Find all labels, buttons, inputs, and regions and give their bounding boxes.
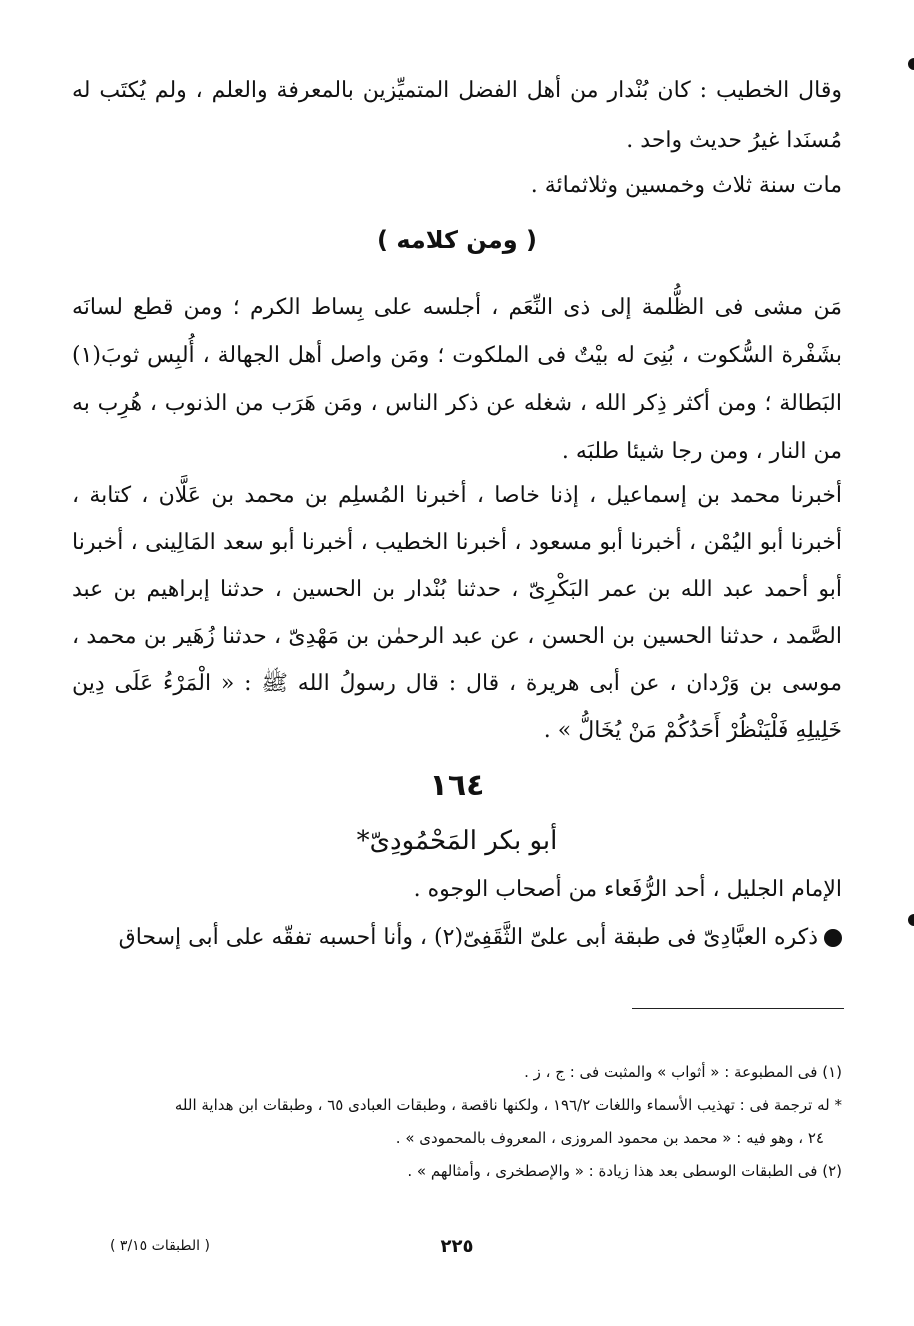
footnote-2: (٢) فى الطبقات الوسطى بعد هذا زيادة : « والإصطخرى ، وأمثالهم » . xyxy=(407,1162,842,1180)
footnote-divider xyxy=(632,1008,844,1009)
margin-mark xyxy=(908,914,914,926)
footnotes xyxy=(72,1056,842,1188)
footnote-star: * له ترجمة فى : تهذيب الأسماء واللغات ١٩٦/٢ ، ولكنها ناقصة ، وطبقات العبادى ٦٥ ، وطبقات ابن هداية الله xyxy=(174,1096,842,1114)
footnote-1: (١) فى المطبوعة : « أثواب » والمثبت فى : ج ، ز . xyxy=(524,1063,842,1081)
entry-note-text: ذكره العبَّادِىّ فى طبقة أبى علىّ الثَّقَفِىّ(٢) ، وأنا أحسبه تفقّه على أبى إسحاق xyxy=(118,925,818,950)
entry-number: ١٦٤ xyxy=(429,768,485,803)
entry-description: الإمام الجليل ، أحد الرُّفَعاء من أصحاب الوجوه . xyxy=(413,877,842,902)
section-heading: ( ومن كلامه ) xyxy=(377,226,537,254)
footnote-star-continued: ٢٤ ، وهو فيه : « محمد بن محمود المروزى ، المعروف بالمحمودى » . xyxy=(395,1129,824,1147)
margin-mark xyxy=(908,58,914,70)
entry-note xyxy=(72,916,842,960)
entry-title: أبو بكر المَحْمُودِىّ* xyxy=(356,826,558,856)
page-number: ٢٢٥ xyxy=(440,1236,474,1257)
paragraph-isnad: أخبرنا محمد بن إسماعيل ، إذنا خاصا ، أخبرنا المُسلِم بن محمد بن عَلَّان ، كتابة ، أخبرنا أبو اليُمْن ، أخبرنا أبو مسعود ، أخبرنا الخطيب ، أخبرنا أبو سعد المَالِينى ، أخبرنا أبو أحمد عبد الله بن عمر البَكْرِىّ ، حدثنا بُنْدار بن الحسين ، حدثنا إبراهيم بن عبد الصَّمد ، حدثنا الحسين بن الحسن ، عن عبد الرحمٰن بن مَهْدِىّ ، حدثنا زُهَير بن محمد ، موسى بن وَرْدان ، عن أبى هريرة ، قال : قال رسولُ الله ﷺ : « الْمَرْءُ عَلَى دِين خَلِيلِهِ فَلْيَنْظُرْ أَحَدُكُمْ مَنْ يُخَالُّ » . xyxy=(72,483,842,743)
paragraph-khatib-quote: وقال الخطيب : كان بُنْدار من أهل الفضل المتميِّزين بالمعرفة والعلم ، ولم يُكتَب له مُسنَدا غيرُ حديث واحد . xyxy=(72,78,842,153)
bullet-icon xyxy=(824,929,842,947)
paragraph-death-year: مات سنة ثلاث وخمسين وثلاثمائة . xyxy=(530,173,842,198)
signature-mark: ( الطبقات ٣/١٥ ) xyxy=(110,1238,210,1254)
paragraph-sayings: مَن مشى فى الظُّلمة إلى ذى النِّعَم ، أجلسه على بِساط الكرم ؛ ومن قطع لسانَه بشَفْرة السُّكوت ، بُنِىَ له بيْتٌ فى الملكوت ؛ ومَن واصل أهل الجهالة ، أُلبِس ثوبَ(١) البَطالة ؛ ومن أكثر ذِكر الله ، شغله عن ذكر الناس ، ومَن هَرَب من الذنوب ، هُرِب به من النار ، ومن رجا شيئا طلبَه . xyxy=(72,295,842,464)
